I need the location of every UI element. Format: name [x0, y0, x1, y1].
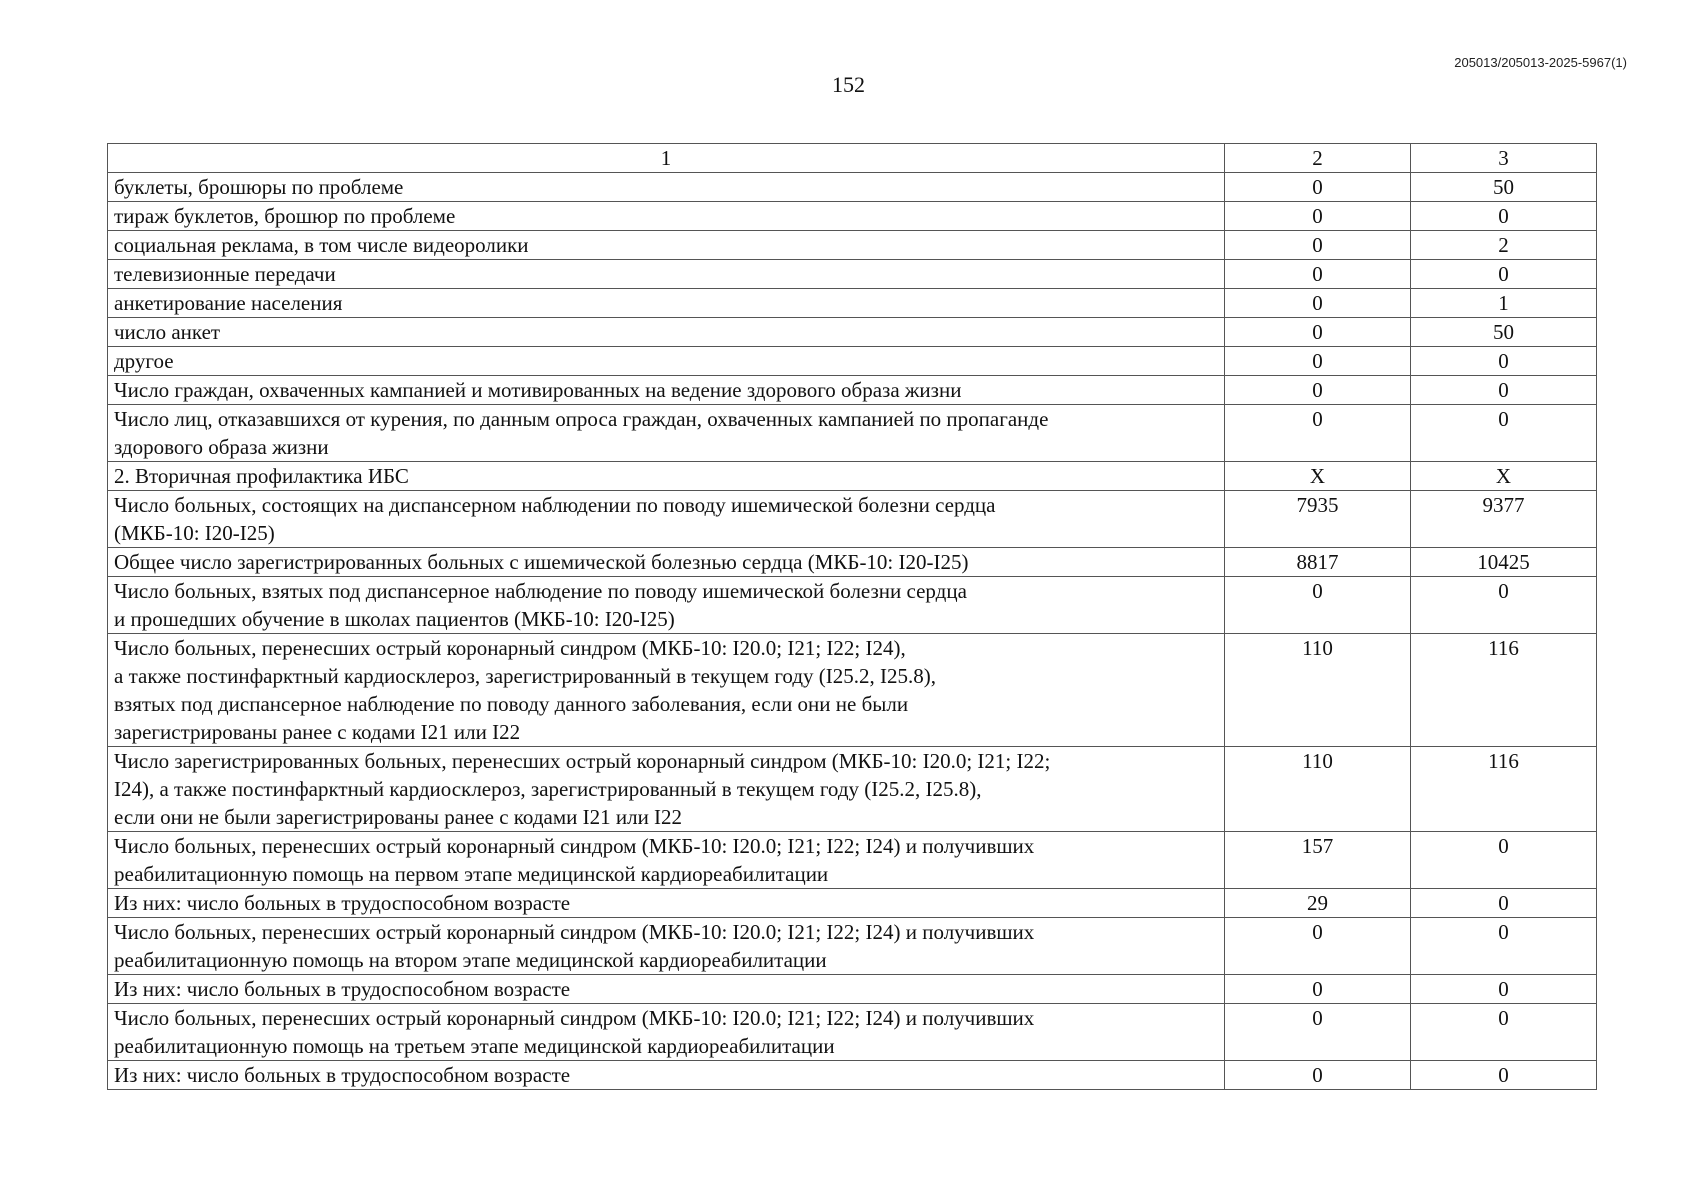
cell-text: Х	[1309, 464, 1326, 488]
row-col3-cell	[1411, 1061, 1597, 1090]
cell-text: 7935	[1296, 493, 1339, 517]
cell-text: 9377	[1482, 493, 1525, 517]
row-col2-cell	[1225, 889, 1411, 918]
row-label-cell	[108, 405, 1225, 462]
cell-text: 0	[1498, 349, 1509, 373]
cell-text: 0	[1498, 891, 1509, 915]
table-row	[108, 1061, 1597, 1090]
row-col3-cell	[1411, 289, 1597, 318]
cell-text: Число больных, перенесших острый коронарный синдром (МКБ-10: I20.0; I21; I22; I24), а также постинфарктный кардиосклероз, зарегистрированный в текущем году (I25.2, I25.8), взятых под диспансерное наблюдение по поводу данного заболевания, если они не были зарегистрированы ранее с кодами I21 или I22	[114, 636, 936, 744]
row-col3-cell	[1411, 231, 1597, 260]
row-label-cell	[108, 260, 1225, 289]
table-row	[108, 889, 1597, 918]
cell-text: 0	[1312, 407, 1323, 431]
table-row	[108, 231, 1597, 260]
cell-text: 116	[1488, 636, 1519, 660]
cell-text: 1	[1498, 291, 1509, 315]
cell-text: 0	[1312, 920, 1323, 944]
row-label-cell	[108, 548, 1225, 577]
row-col2-cell	[1225, 173, 1411, 202]
row-label-cell	[108, 173, 1225, 202]
row-label-cell	[108, 975, 1225, 1004]
table-row	[108, 747, 1597, 832]
table-row	[108, 491, 1597, 548]
cell-text: Из них: число больных в трудоспособном возрасте	[114, 1063, 571, 1087]
cell-text: 29	[1307, 891, 1328, 915]
cell-text: другое	[114, 349, 174, 373]
row-label-cell	[108, 634, 1225, 747]
cell-text: 157	[1301, 834, 1334, 858]
header-cell-2: 2	[1225, 144, 1411, 173]
cell-text: 0	[1312, 349, 1323, 373]
cell-text: число анкет	[114, 320, 221, 344]
row-col2-cell	[1225, 634, 1411, 747]
cell-text: 0	[1312, 579, 1323, 603]
header-cell-3: 3	[1411, 144, 1597, 173]
cell-text: 0	[1312, 262, 1323, 286]
table-header-row	[108, 144, 1597, 173]
row-col2-cell	[1225, 918, 1411, 975]
row-col3-cell	[1411, 318, 1597, 347]
cell-text: 0	[1312, 291, 1323, 315]
cell-text: 0	[1498, 977, 1509, 1001]
cell-text: 110	[1302, 636, 1333, 660]
table-row	[108, 260, 1597, 289]
row-label-cell	[108, 491, 1225, 548]
cell-text: Число больных, перенесших острый коронарный синдром (МКБ-10: I20.0; I21; I22; I24) и получивших реабилитационную помощь на первом этапе медицинской кардиореабилитации	[114, 834, 1035, 886]
row-label-cell	[108, 747, 1225, 832]
table-row	[108, 173, 1597, 202]
cell-text: телевизионные передачи	[114, 262, 336, 286]
row-col3-cell	[1411, 634, 1597, 747]
row-col2-cell	[1225, 347, 1411, 376]
row-col3-cell	[1411, 1004, 1597, 1061]
table-row	[108, 918, 1597, 975]
table-row	[108, 548, 1597, 577]
row-col3-cell	[1411, 405, 1597, 462]
cell-text: 0	[1498, 1006, 1509, 1030]
row-col2-cell	[1225, 289, 1411, 318]
cell-text: Из них: число больных в трудоспособном возрасте	[114, 977, 571, 1001]
cell-text: 0	[1498, 407, 1509, 431]
row-col3-cell	[1411, 918, 1597, 975]
cell-text: Число больных, состоящих на диспансерном наблюдении по поводу ишемической болезни сердца (МКБ-10: I20-I25)	[114, 493, 996, 545]
cell-text: Число больных, перенесших острый коронарный синдром (МКБ-10: I20.0; I21; I22; I24) и получивших реабилитационную помощь на втором этапе медицинской кардиореабилитации	[114, 920, 1035, 972]
cell-text: анкетирование населения	[114, 291, 343, 315]
row-col2-cell	[1225, 202, 1411, 231]
cell-text: 0	[1312, 320, 1323, 344]
row-col3-cell	[1411, 491, 1597, 548]
row-label-cell	[108, 318, 1225, 347]
row-col3-cell	[1411, 577, 1597, 634]
row-label-cell	[108, 889, 1225, 918]
cell-text: 0	[1498, 920, 1509, 944]
cell-text: тираж буклетов, брошюр по проблеме	[114, 204, 456, 228]
cell-text: 2	[1498, 233, 1509, 257]
row-col3-cell	[1411, 832, 1597, 889]
cell-text: буклеты, брошюры по проблеме	[114, 175, 404, 199]
cell-text: 50	[1493, 175, 1514, 199]
row-col3-cell	[1411, 747, 1597, 832]
row-label-cell	[108, 832, 1225, 889]
table-row	[108, 376, 1597, 405]
cell-text: 0	[1498, 1063, 1509, 1087]
row-col3-cell	[1411, 889, 1597, 918]
cell-text: 2. Вторичная профилактика ИБС	[114, 464, 409, 488]
table-row	[108, 202, 1597, 231]
row-col2-cell	[1225, 376, 1411, 405]
document-id: 205013/205013-2025-5967(1)	[1454, 55, 1627, 70]
row-col2-cell	[1225, 491, 1411, 548]
row-label-cell	[108, 202, 1225, 231]
table-row	[108, 832, 1597, 889]
cell-text: 0	[1498, 262, 1509, 286]
cell-text: Х	[1495, 464, 1512, 488]
row-col2-cell	[1225, 1061, 1411, 1090]
row-col2-cell	[1225, 260, 1411, 289]
row-col2-cell	[1225, 548, 1411, 577]
table-row	[108, 462, 1597, 491]
row-col3-cell	[1411, 548, 1597, 577]
row-col2-cell	[1225, 975, 1411, 1004]
row-label-cell	[108, 462, 1225, 491]
table-row	[108, 1004, 1597, 1061]
table-row	[108, 975, 1597, 1004]
row-col2-cell	[1225, 1004, 1411, 1061]
row-col3-cell	[1411, 202, 1597, 231]
cell-text: Число зарегистрированных больных, перенесших острый коронарный синдром (МКБ-10: I20.0; I21; I22; I24), а также постинфарктный кардиосклероз, зарегистрированный в текущем году (I25.2, I25.8), если они не были зарегистрированы ранее с кодами I21 или I22	[114, 749, 1051, 829]
cell-text: 0	[1312, 175, 1323, 199]
row-col2-cell	[1225, 747, 1411, 832]
row-col3-cell	[1411, 376, 1597, 405]
cell-text: 0	[1498, 579, 1509, 603]
row-col2-cell	[1225, 231, 1411, 260]
cell-text: 0	[1312, 204, 1323, 228]
cell-text: 0	[1312, 233, 1323, 257]
row-col3-cell	[1411, 462, 1597, 491]
cell-text: 0	[1312, 378, 1323, 402]
row-col3-cell	[1411, 260, 1597, 289]
page-number: 152	[832, 72, 865, 97]
row-label-cell	[108, 918, 1225, 975]
row-col2-cell	[1225, 577, 1411, 634]
table-row	[108, 405, 1597, 462]
cell-text: Число больных, перенесших острый коронарный синдром (МКБ-10: I20.0; I21; I22; I24) и получивших реабилитационную помощь на третьем этапе медицинской кардиореабилитации	[114, 1006, 1035, 1058]
data-table	[107, 143, 1597, 1090]
row-label-cell	[108, 231, 1225, 260]
row-label-cell	[108, 376, 1225, 405]
cell-text: социальная реклама, в том числе видеоролики	[114, 233, 529, 257]
row-col2-cell	[1225, 405, 1411, 462]
table-row	[108, 577, 1597, 634]
cell-text: 0	[1312, 1006, 1323, 1030]
cell-text: 0	[1498, 834, 1509, 858]
table-row	[108, 634, 1597, 747]
row-label-cell	[108, 347, 1225, 376]
cell-text: 8817	[1296, 550, 1339, 574]
cell-text: Число граждан, охваченных кампанией и мотивированных на ведение здорового образа жизни	[114, 378, 962, 402]
row-col2-cell	[1225, 462, 1411, 491]
row-col3-cell	[1411, 347, 1597, 376]
cell-text: 116	[1488, 749, 1519, 773]
cell-text: Число больных, взятых под диспансерное наблюдение по поводу ишемической болезни сердца и прошедших обучение в школах пациентов (МКБ-10: I20-I25)	[114, 579, 967, 631]
cell-text: 110	[1302, 749, 1333, 773]
row-col3-cell	[1411, 975, 1597, 1004]
row-label-cell	[108, 1004, 1225, 1061]
cell-text: 50	[1493, 320, 1514, 344]
table-row	[108, 289, 1597, 318]
cell-text: 0	[1312, 1063, 1323, 1087]
cell-text: 10425	[1477, 550, 1530, 574]
row-label-cell	[108, 1061, 1225, 1090]
table-row	[108, 318, 1597, 347]
cell-text: 0	[1312, 977, 1323, 1001]
cell-text: 0	[1498, 378, 1509, 402]
row-col3-cell	[1411, 173, 1597, 202]
cell-text: Из них: число больных в трудоспособном возрасте	[114, 891, 571, 915]
cell-text: Число лиц, отказавшихся от курения, по данным опроса граждан, охваченных кампанией по пропаганде здорового образа жизни	[114, 407, 1049, 459]
row-label-cell	[108, 577, 1225, 634]
cell-text: Общее число зарегистрированных больных с ишемической болезнью сердца (МКБ-10: I20-I25)	[114, 550, 969, 574]
row-label-cell	[108, 289, 1225, 318]
header-cell-1: 1	[108, 144, 1225, 173]
row-col2-cell	[1225, 832, 1411, 889]
row-col2-cell	[1225, 318, 1411, 347]
cell-text: 0	[1498, 204, 1509, 228]
table-row	[108, 347, 1597, 376]
